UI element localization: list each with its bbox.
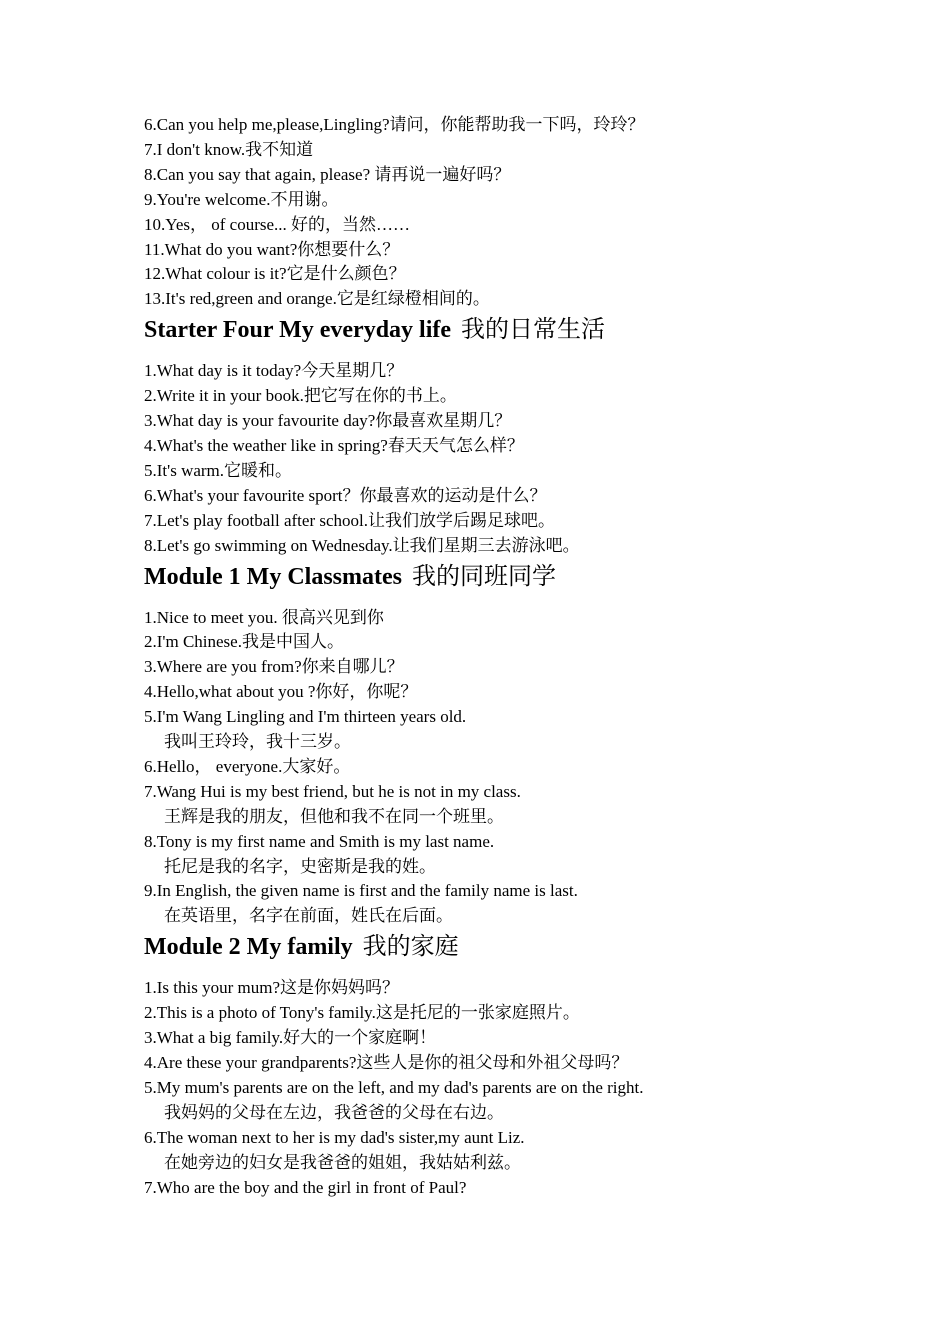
section-heading-chinese: 我的同班同学: [411, 563, 556, 590]
sentence-line: 7.Let's play football after school.让我们放学后踢足球吧。: [144, 510, 555, 530]
sentence-line: 6.The woman next to her is my dad's sister,my aunt Liz.: [144, 1127, 525, 1147]
sentence-line: 4.Hello,what about you ?你好，你呢？: [144, 682, 418, 702]
section: [144, 931, 904, 1200]
sentence-line: 6.Can you help me,please,Lingling?请问，你能帮助我一下吗，玲玲？: [144, 115, 645, 134]
section-heading-english: Starter Four My everyday life: [144, 317, 452, 344]
document-page: [144, 113, 904, 1200]
sentence-line: 1.Is this your mum?这是你妈妈吗？: [144, 978, 399, 998]
section-heading: [144, 561, 904, 593]
sentence-line: 10.Yes， of course... 好的，当然……: [144, 214, 411, 234]
sentence-translation: 托尼是我的名字，史密斯是我的姓。: [164, 856, 436, 876]
sentence-line: 6.Hello， everyone.大家好。: [144, 756, 351, 776]
sentence-line: 1.Nice to meet you. 很高兴见到你: [144, 607, 384, 627]
sentence-translation: 王辉是我的朋友，但他和我不在同一个班里。: [164, 806, 504, 826]
sentence-translation: 在英语里，名字在前面，姓氏在后面。: [164, 906, 453, 926]
section-heading-chinese: 我的家庭: [362, 934, 459, 961]
sentence-line: 3.What day is your favourite day?你最喜欢星期几？: [144, 411, 512, 431]
sentence-line: 3.What a big family.好大的一个家庭啊！: [144, 1028, 437, 1048]
sentence-line: 4.Are these your grandparents?这些人是你的祖父母和外祖父母吗？: [144, 1053, 629, 1072]
sentence-line: 9.In English, the given name is first and the family name is last.: [144, 881, 578, 901]
section-heading: [144, 931, 904, 963]
sentence-line: 5.It's warm.它暖和。: [144, 460, 293, 480]
sentence-line: 12.What colour is it?它是什么颜色？: [144, 264, 406, 284]
sentence-line: 1.What day is it today?今天星期几？: [144, 361, 404, 381]
section-heading: [144, 314, 904, 346]
sentence-line: 2.Write it in your book.把它写在你的书上。: [144, 386, 457, 406]
sentence-line: 2.I'm Chinese.我是中国人。: [144, 632, 344, 652]
sentence-line: 3.Where are you from?你来自哪儿？: [144, 657, 404, 677]
sentence-line: 7.I don't know.我不知道: [144, 139, 314, 159]
section: [144, 561, 904, 930]
section: [144, 113, 904, 312]
sentence-translation: 在她旁边的妇女是我爸爸的姐姐，我姑姑利兹。: [164, 1152, 521, 1172]
sentence-translation: 我妈妈的父母在左边，我爸爸的父母在右边。: [164, 1102, 504, 1122]
section-heading-english: Module 2 My family: [144, 934, 353, 961]
sentence-line: 4.What's the weather like in spring?春天天气怎么样？: [144, 435, 524, 455]
section-heading-chinese: 我的日常生活: [461, 317, 606, 344]
sentence-line: 2.This is a photo of Tony's family.这是托尼的一张家庭照片。: [144, 1003, 580, 1023]
sentence-line: 5.I'm Wang Lingling and I'm thirteen years old.: [144, 707, 467, 727]
sentence-line: 13.It's red,green and orange.它是红绿橙相间的。: [144, 289, 490, 309]
sentence-line: 8.Let's go swimming on Wednesday.让我们星期三去游泳吧。: [144, 535, 580, 555]
sentence-line: 9.You're welcome.不用谢。: [144, 189, 339, 209]
section: [144, 314, 904, 558]
sentence-line: 7.Who are the boy and the girl in front of Paul?: [144, 1177, 467, 1197]
sentence-line: 8.Can you say that again, please? 请再说一遍好吗？: [144, 164, 511, 184]
sentence-line: 7.Wang Hui is my best friend, but he is not in my class.: [144, 781, 521, 801]
sentence-line: 6.What's your favourite sport？你最喜欢的运动是什么？: [144, 485, 547, 505]
sentence-translation: 我叫王玲玲，我十三岁。: [164, 732, 351, 752]
sentence-line: 8.Tony is my first name and Smith is my last name.: [144, 831, 495, 851]
sentence-line: 11.What do you want?你想要什么？: [144, 239, 400, 259]
section-heading-english: Module 1 My Classmates: [144, 563, 402, 590]
sentence-line: 5.My mum's parents are on the left, and my dad's parents are on the right.: [144, 1077, 644, 1097]
